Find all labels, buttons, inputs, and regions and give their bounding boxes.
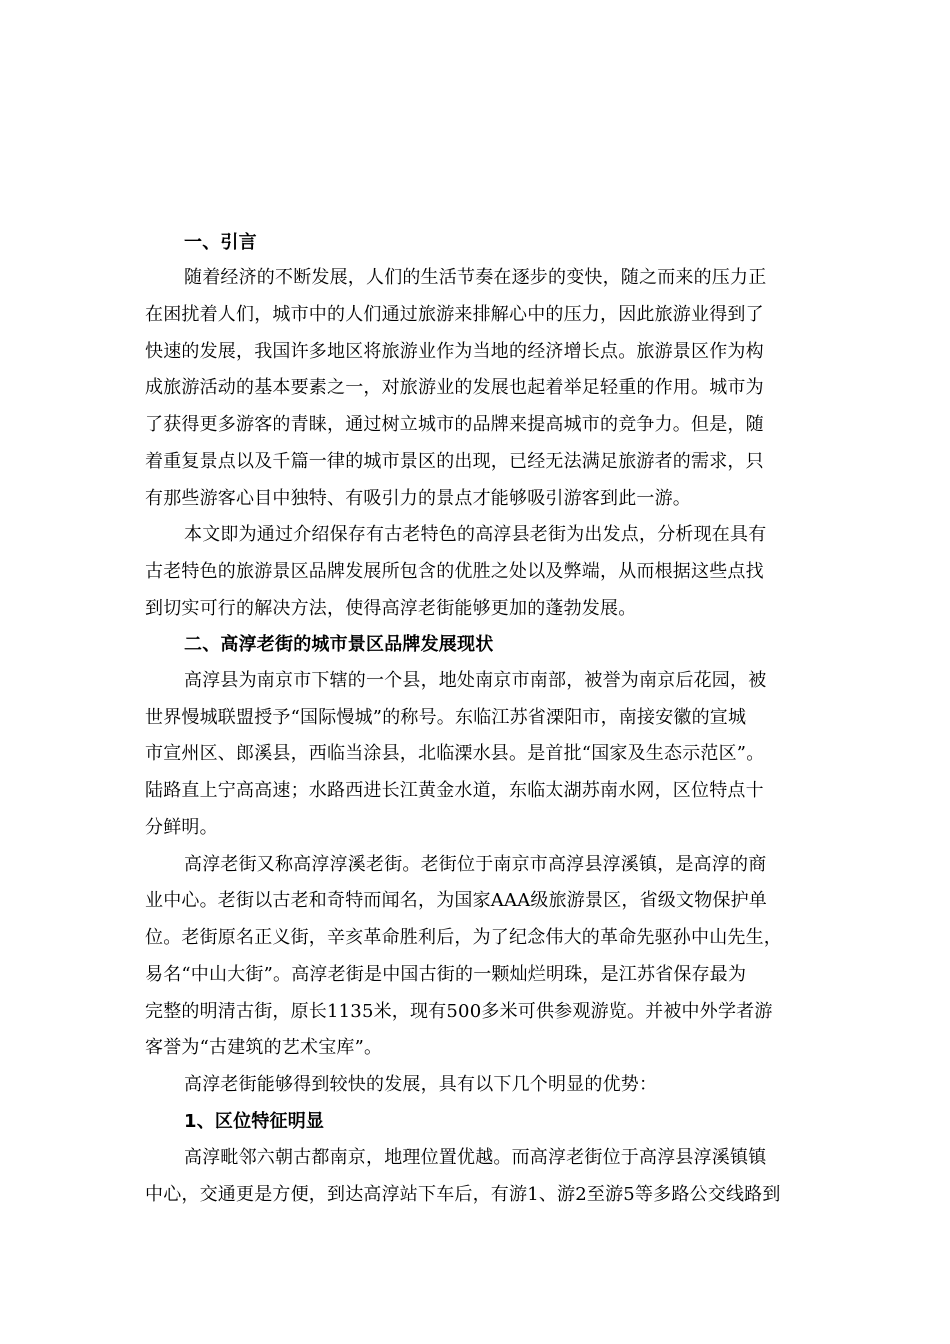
paragraph-line: 客誉为“古建筑的艺术宝库”。 [145,1037,383,1058]
paragraph-line: 高淳老街能够得到较快的发展，具有以下几个明显的优势： [184,1074,658,1095]
paragraph-line: 着重复景点以及千篇一律的城市景区的出现，已经无法满足旅游者的需求，只 [145,451,764,472]
paragraph-line: 古老特色的旅游景区品牌发展所包含的优胜之处以及弊端，从而根据这些点找 [145,561,764,582]
section-heading-status: 二、高淳老街的城市景区品牌发展现状 [184,634,494,655]
paragraph-line: 中心，交通更是方便，到达高淳站下车后，有游1、游2至游5等多路公交线路到 [145,1184,781,1205]
paragraph-line: 成旅游活动的基本要素之一，对旅游业的发展也起着举足轻重的作用。城市为 [145,377,764,398]
paragraph-line: 市宣州区、郎溪县，西临当涂县，北临溧水县。是首批“国家及生态示范区”。 [145,743,765,764]
paragraph-line: 完整的明清古街，原长1135米，现有500多米可供参观游览。并被中外学者游 [145,1001,773,1022]
paragraph-line: 快速的发展，我国许多地区将旅游业作为当地的经济增长点。旅游景区作为构 [145,341,764,362]
paragraph-line: 易名“中山大街”。高淳老街是中国古街的一颗灿烂明珠，是江苏省保存最为 [145,964,747,985]
paragraph-line: 有那些游客心目中独特、有吸引力的景点才能够吸引游客到此一游。 [145,488,691,509]
paragraph-line: 了获得更多游客的青睐，通过树立城市的品牌来提高城市的竞争力。但是，随 [145,414,764,435]
paragraph-line: 业中心。老街以古老和奇特而闻名，为国家AAA级旅游景区，省级文物保护单 [145,890,767,911]
paragraph-line: 陆路直上宁高高速；水路西进长江黄金水道，东临太湖苏南水网，区位特点十 [145,780,764,801]
paragraph-line: 到切实可行的解决方法，使得高淳老街能够更加的蓬勃发展。 [145,598,637,619]
paragraph-line: 高淳毗邻六朝古都南京，地理位置优越。而高淳老街位于高淳县淳溪镇镇 [184,1147,767,1168]
paragraph-line: 位。老街原名正义街，辛亥革命胜利后，为了纪念伟大的革命先驱孙中山先生， [145,927,782,948]
paragraph-line: 高淳老街又称高淳淳溪老街。老街位于南京市高淳县淳溪镇，是高淳的商 [184,854,767,875]
paragraph-line: 分鲜明。 [145,817,218,838]
paragraph-line: 本文即为通过介绍保存有古老特色的高淳县老街为出发点，分析现在具有 [184,524,767,545]
paragraph-line: 高淳县为南京市下辖的一个县，地处南京市南部，被誉为南京后花园，被 [184,670,767,691]
paragraph-line: 世界慢城联盟授予“国际慢城”的称号。东临江苏省溧阳市，南接安徽的宣城 [145,707,747,728]
section-heading-introduction: 一、引言 [184,232,257,253]
paragraph-line: 在困扰着人们，城市中的人们通过旅游来排解心中的压力，因此旅游业得到了 [145,304,764,325]
subsection-heading-location: 1、区位特征明显 [184,1111,325,1132]
paragraph-line: 随着经济的不断发展，人们的生活节奏在逐步的变快，随之而来的压力正 [184,267,767,288]
